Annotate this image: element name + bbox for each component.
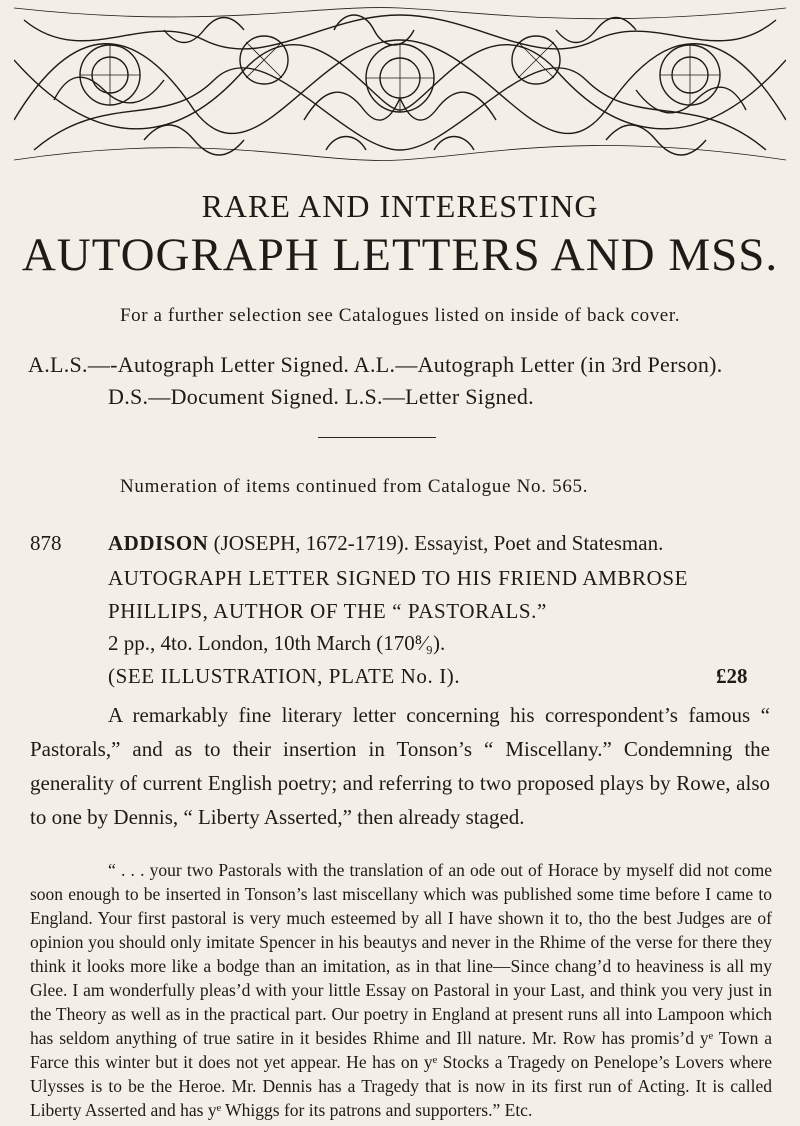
ornamental-header-vignette <box>14 0 786 168</box>
item-illustration-ref: (SEE ILLUSTRATION, PLATE No. I). <box>108 664 461 688</box>
item-title-line-1: AUTOGRAPH LETTER SIGNED TO HIS FRIEND AMBROSE <box>108 566 689 590</box>
item-quotation: “ . . . your two Pastorals with the translation of an ode out of Horace by myself did not come soon enough to be inserted in Tonson’s last miscellany which was published some time before I came to England. Your first pastoral is very much esteemed by all I have shown it to, tho the best Judges are of opinion you should only imitate Spencer in his beautys and never in the Rhime of the verse for there they think it looks more like a bodge than an imitation, as in that line—Since chang’d to heaviness is all my Glee. I am wonderfully pleas’d with your little Essay on Pastoral in your Last, and think you very just in the Theory as well as in the practical part. Our poetry in England at present runs all into Lampoon which has seldom anything of true satire in it besides Rhime and Ill nature. Mr. Row has promis’d yᵉ Town a Farce this winter but it does not yet appear. He has on yᵉ Stocks a Tragedy on Penelope’s Lovers where Ulysses is to be the Heroe. Mr. Dennis has a Tragedy that is now in its first run of Acting. It is called Liberty Asserted and has yᵉ Whiggs for its patrons and supporters.” Etc. <box>30 860 772 1120</box>
see-also-note: For a further selection see Catalogues listed on inside of back cover. <box>119 305 681 326</box>
item-price: £28 <box>716 664 748 688</box>
item-surname: ADDISON <box>108 531 209 555</box>
item-number: 878 <box>30 531 62 555</box>
item-heading <box>108 531 663 556</box>
item-description: A remarkably fine literary letter concerning his correspondent’s famous “ Pastorals,” and as to their insertion in Tonson’s “ Miscellany.” Condemning the generality of current English poetry; and referring to two proposed plays by Rowe, also to one by Dennis, “ Liberty Asserted,” then already staged. <box>30 703 770 829</box>
abbreviation-key-line-1: A.L.S.—-Autograph Letter Signed. A.L.—Autograph Letter (in 3rd Person). <box>28 352 723 377</box>
item-heading-rest: (JOSEPH, 1672-1719). Essayist, Poet and Statesman. <box>208 531 664 555</box>
divider-rule <box>318 437 436 438</box>
catalogue-heading-large: AUTOGRAPH LETTERS AND MSS. <box>21 229 779 281</box>
item-title-line-2: PHILLIPS, AUTHOR OF THE “ PASTORALS.” <box>108 599 547 623</box>
catalogue-heading-small: RARE AND INTERESTING <box>201 188 599 224</box>
item-details: 2 pp., 4to. London, 10th March (170⁸⁄₉). <box>108 631 446 655</box>
abbreviation-key-line-2: D.S.—Document Signed. L.S.—Letter Signed. <box>108 384 534 409</box>
numeration-note: Numeration of items continued from Catalogue No. 565. <box>120 476 589 497</box>
